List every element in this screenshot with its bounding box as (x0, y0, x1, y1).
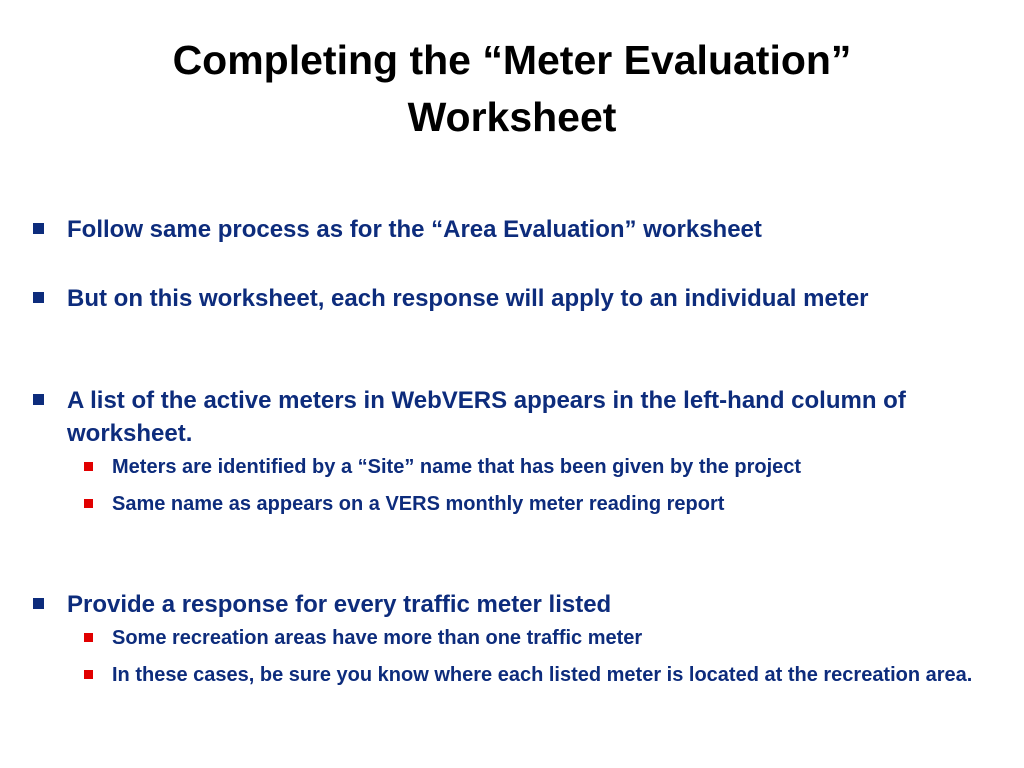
sub-bullet-text: Some recreation areas have more than one traffic meter (112, 627, 643, 649)
sub-bullet-item (0, 452, 982, 483)
red-square-bullet-icon (84, 499, 93, 508)
sub-bullet-item (0, 660, 982, 691)
sub-bullet-text: Meters are identified by a “Site” name that has been given by the project (112, 456, 802, 478)
square-bullet-icon (33, 598, 44, 609)
title-line-1: Completing the “Meter Evaluation” (172, 37, 852, 83)
red-square-bullet-icon (84, 462, 93, 471)
bullet-group-4 (0, 588, 1024, 691)
bullet-group-3 (0, 384, 1024, 520)
bullet-group-2 (0, 282, 1024, 315)
bullet-item (0, 282, 947, 315)
slide-title (40, 32, 984, 146)
sub-bullet-text: Same name as appears on a VERS monthly meter reading report (112, 493, 725, 515)
bullet-text: Provide a response for every traffic meter listed (67, 591, 612, 618)
bullet-text: A list of the active meters in WebVERS appears in the left-hand column of worksheet. (67, 387, 906, 447)
title-line-2: Worksheet (407, 94, 617, 140)
bullet-item (0, 213, 947, 246)
bullet-item (0, 384, 947, 450)
red-square-bullet-icon (84, 633, 93, 642)
sub-bullet-item (0, 623, 982, 654)
red-square-bullet-icon (84, 670, 93, 679)
sub-bullet-item (0, 489, 982, 520)
bullet-item (0, 588, 947, 621)
square-bullet-icon (33, 292, 44, 303)
square-bullet-icon (33, 223, 44, 234)
bullet-text: But on this worksheet, each response will apply to an individual meter (67, 285, 869, 312)
bullet-text: Follow same process as for the “Area Evaluation” worksheet (67, 216, 762, 243)
sub-bullet-text: In these cases, be sure you know where each listed meter is located at the recreation area. (112, 664, 973, 686)
square-bullet-icon (33, 394, 44, 405)
bullet-group-1 (0, 213, 1024, 246)
